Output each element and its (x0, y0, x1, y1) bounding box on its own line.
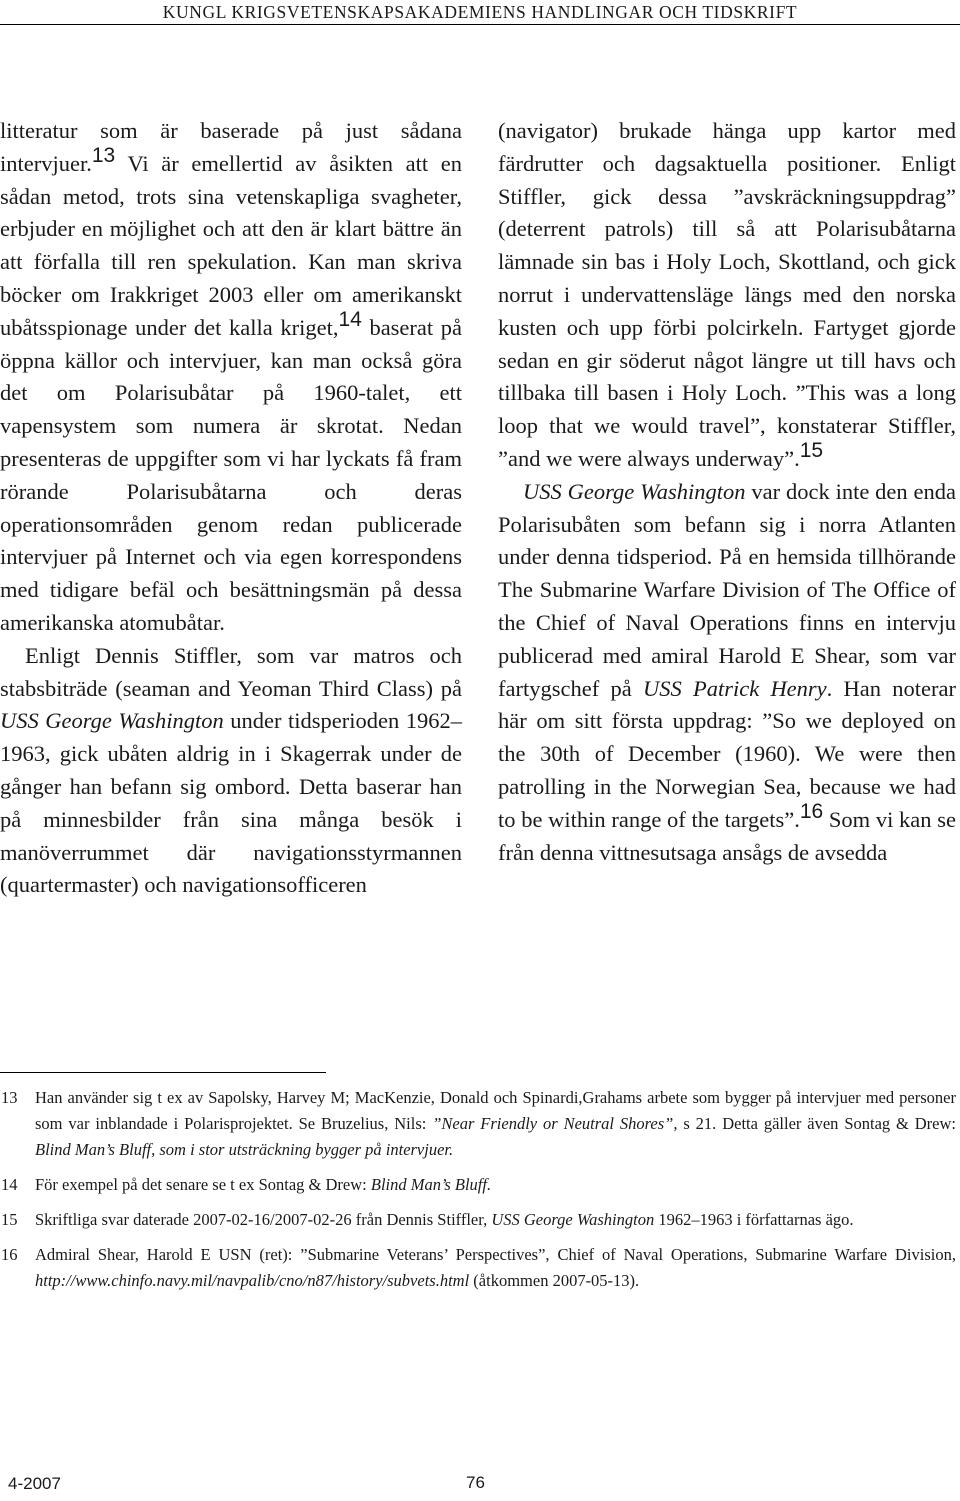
left-paragraph-2 (0, 640, 462, 902)
footnote-number: 15 (1, 1210, 18, 1229)
footnote-number: 14 (1, 1175, 18, 1194)
footnote-text (35, 1207, 956, 1233)
right-column (498, 115, 956, 869)
footnotes (0, 1085, 956, 1303)
source-url-link[interactable]: http://www.chinfo.navy.mil/navpalib/cno/n87/history/subvets.html (35, 1271, 470, 1290)
text-run: Admiral Shear, Harold E USN (ret): ”Submarine Veterans’ Perspectives”, Chief of Naval Operations, Submarine Warfare Division, (35, 1245, 956, 1264)
running-header: KUNGL KRIGSVETENSKAPSAKADEMIENS HANDLINGAR OCH TIDSKRIFT (162, 2, 798, 22)
footnote-ref-15[interactable]: 15 (799, 438, 824, 462)
footnote-ref-13[interactable]: 13 (91, 143, 116, 167)
ship-name: USS George Washington (0, 708, 224, 734)
right-paragraph-2 (498, 476, 956, 870)
right-paragraph-1 (498, 115, 956, 476)
footnote-15 (0, 1207, 956, 1233)
text-run: Skriftliga svar daterade 2007-02-16/2007-02-26 från Dennis Stiffler, (35, 1210, 492, 1229)
footnote-ref-14[interactable]: 14 (338, 307, 362, 331)
header-rule (0, 24, 960, 25)
footnote-text (35, 1242, 956, 1294)
text-run: (navigator) brukade hänga upp kartor med färdrutter och dagsaktuella positioner. Enligt Stiffler, gick dessa ”avskräckningsuppdrag” (deterrent patrols) till så att Polarisubåtarna lämnade sin bas i Holy Loch, Skottland, och gick norrut i undervattensläge längs med den norska kusten och upp förbi polcirkeln. Fartyget gjorde sedan en gir söderut något längre ut till havs och tillbaka till basen i Holy Loch. ”This was a long loop that we would travel”, konstaterar Stiffler, ”and we were always underway”. (498, 118, 956, 471)
left-paragraph-1 (0, 115, 462, 640)
text-run: Han använder sig t ex av Sapolsky, Harvey M; MacKenzie, Donald och Spinardi,Grahams arbete som bygger på intervjuer med personer som var inblandade i Polarisprojektet. Se Bruzelius, Nils: (35, 1088, 956, 1133)
footnote-ref-16[interactable]: 16 (799, 799, 824, 823)
text-run: (åtkommen 2007-05-13). (469, 1271, 640, 1290)
ship-name: USS Patrick Henry (642, 675, 827, 701)
left-column (0, 115, 462, 902)
footnote-text (35, 1085, 956, 1163)
text-run: baserat på öppna källor och intervjuer, kan man också göra det om Polarisubåtar på 1960-talet, ett vapensystem som numera är skrotat. Nedan presenteras de uppgifter som vi har lyckats få fram rörande Polarisubåtarna och deras operationsområden genom redan publicerade intervjuer på Internet och via egen korrespondens med tidigare befäl och besättningsmän på dessa amerikanska atomubåtar. (0, 314, 462, 635)
text-run: , s 21. Detta gäller även Sontag & Drew: (673, 1114, 956, 1133)
text-run: För exempel på det senare se t ex Sontag & Drew: (35, 1175, 371, 1194)
footnote-text (35, 1172, 956, 1198)
text-run: Vi är emellertid av åsikten att en sådan metod, trots sina vetenskapliga svagheter, erbjuder en möjlighet och att den är klart bättre än att förfalla till ren spekulation. Kan man skriva böcker om Irakkriget 2003 eller om amerikanskt ubåtsspionage under det kalla kriget, (0, 150, 462, 340)
cited-title: Blind Man’s Bluff, som i stor utsträckning bygger på intervjuer. (35, 1140, 454, 1159)
footnote-number: 16 (1, 1245, 18, 1264)
text-run: 1962–1963 i författarnas ägo. (654, 1210, 854, 1229)
page-number: 76 (466, 1473, 485, 1492)
footnote-rule (0, 1072, 326, 1073)
text-run: Som vi kan se från denna vittnesutsaga ansågs de avsedda (498, 806, 956, 865)
cited-title: Blind Man’s Bluff. (370, 1175, 492, 1194)
issue-label: 4-2007 (8, 1474, 61, 1493)
footnote-14 (0, 1172, 956, 1198)
ship-name: USS George Washington (491, 1210, 655, 1229)
footnote-13 (0, 1085, 956, 1163)
text-run: . Han noterar här om sitt första uppdrag: ”So we deployed on the 30th of December (1960). We were then patrolling in the Norwegian Sea, because we had to be within range of the targets”. (498, 675, 957, 832)
cited-title: ”Near Friendly or Neutral Shores” (432, 1114, 674, 1133)
text-run: litteratur som är baserade på just sådana intervjuer. (0, 118, 462, 176)
footnote-16 (0, 1242, 956, 1294)
text-run: under tidsperioden 1962–1963, gick ubåten aldrig in i Skagerrak under de gånger han befann sig ombord. Detta baserar han på minnesbilder från sina många besök i manöverrummet där navigationsstyrmannen (quartermaster) och navigationsofficeren (0, 708, 462, 898)
text-run: Enligt Dennis Stiffler, som var matros och stabsbiträde (seaman and Yeoman Third Class) på (0, 642, 462, 701)
ship-name: USS George Washington (523, 478, 746, 504)
footnote-number: 13 (1, 1088, 18, 1107)
text-run: var dock inte den enda Polarisubåten som befann sig i norra Atlanten under denna tidsperiod. På en hemsida tillhörande The Submarine Warfare Division of The Office of the Chief of Naval Operations finns en intervju publicerad med amiral Harold E Shear, som var fartygschef på (498, 478, 956, 701)
